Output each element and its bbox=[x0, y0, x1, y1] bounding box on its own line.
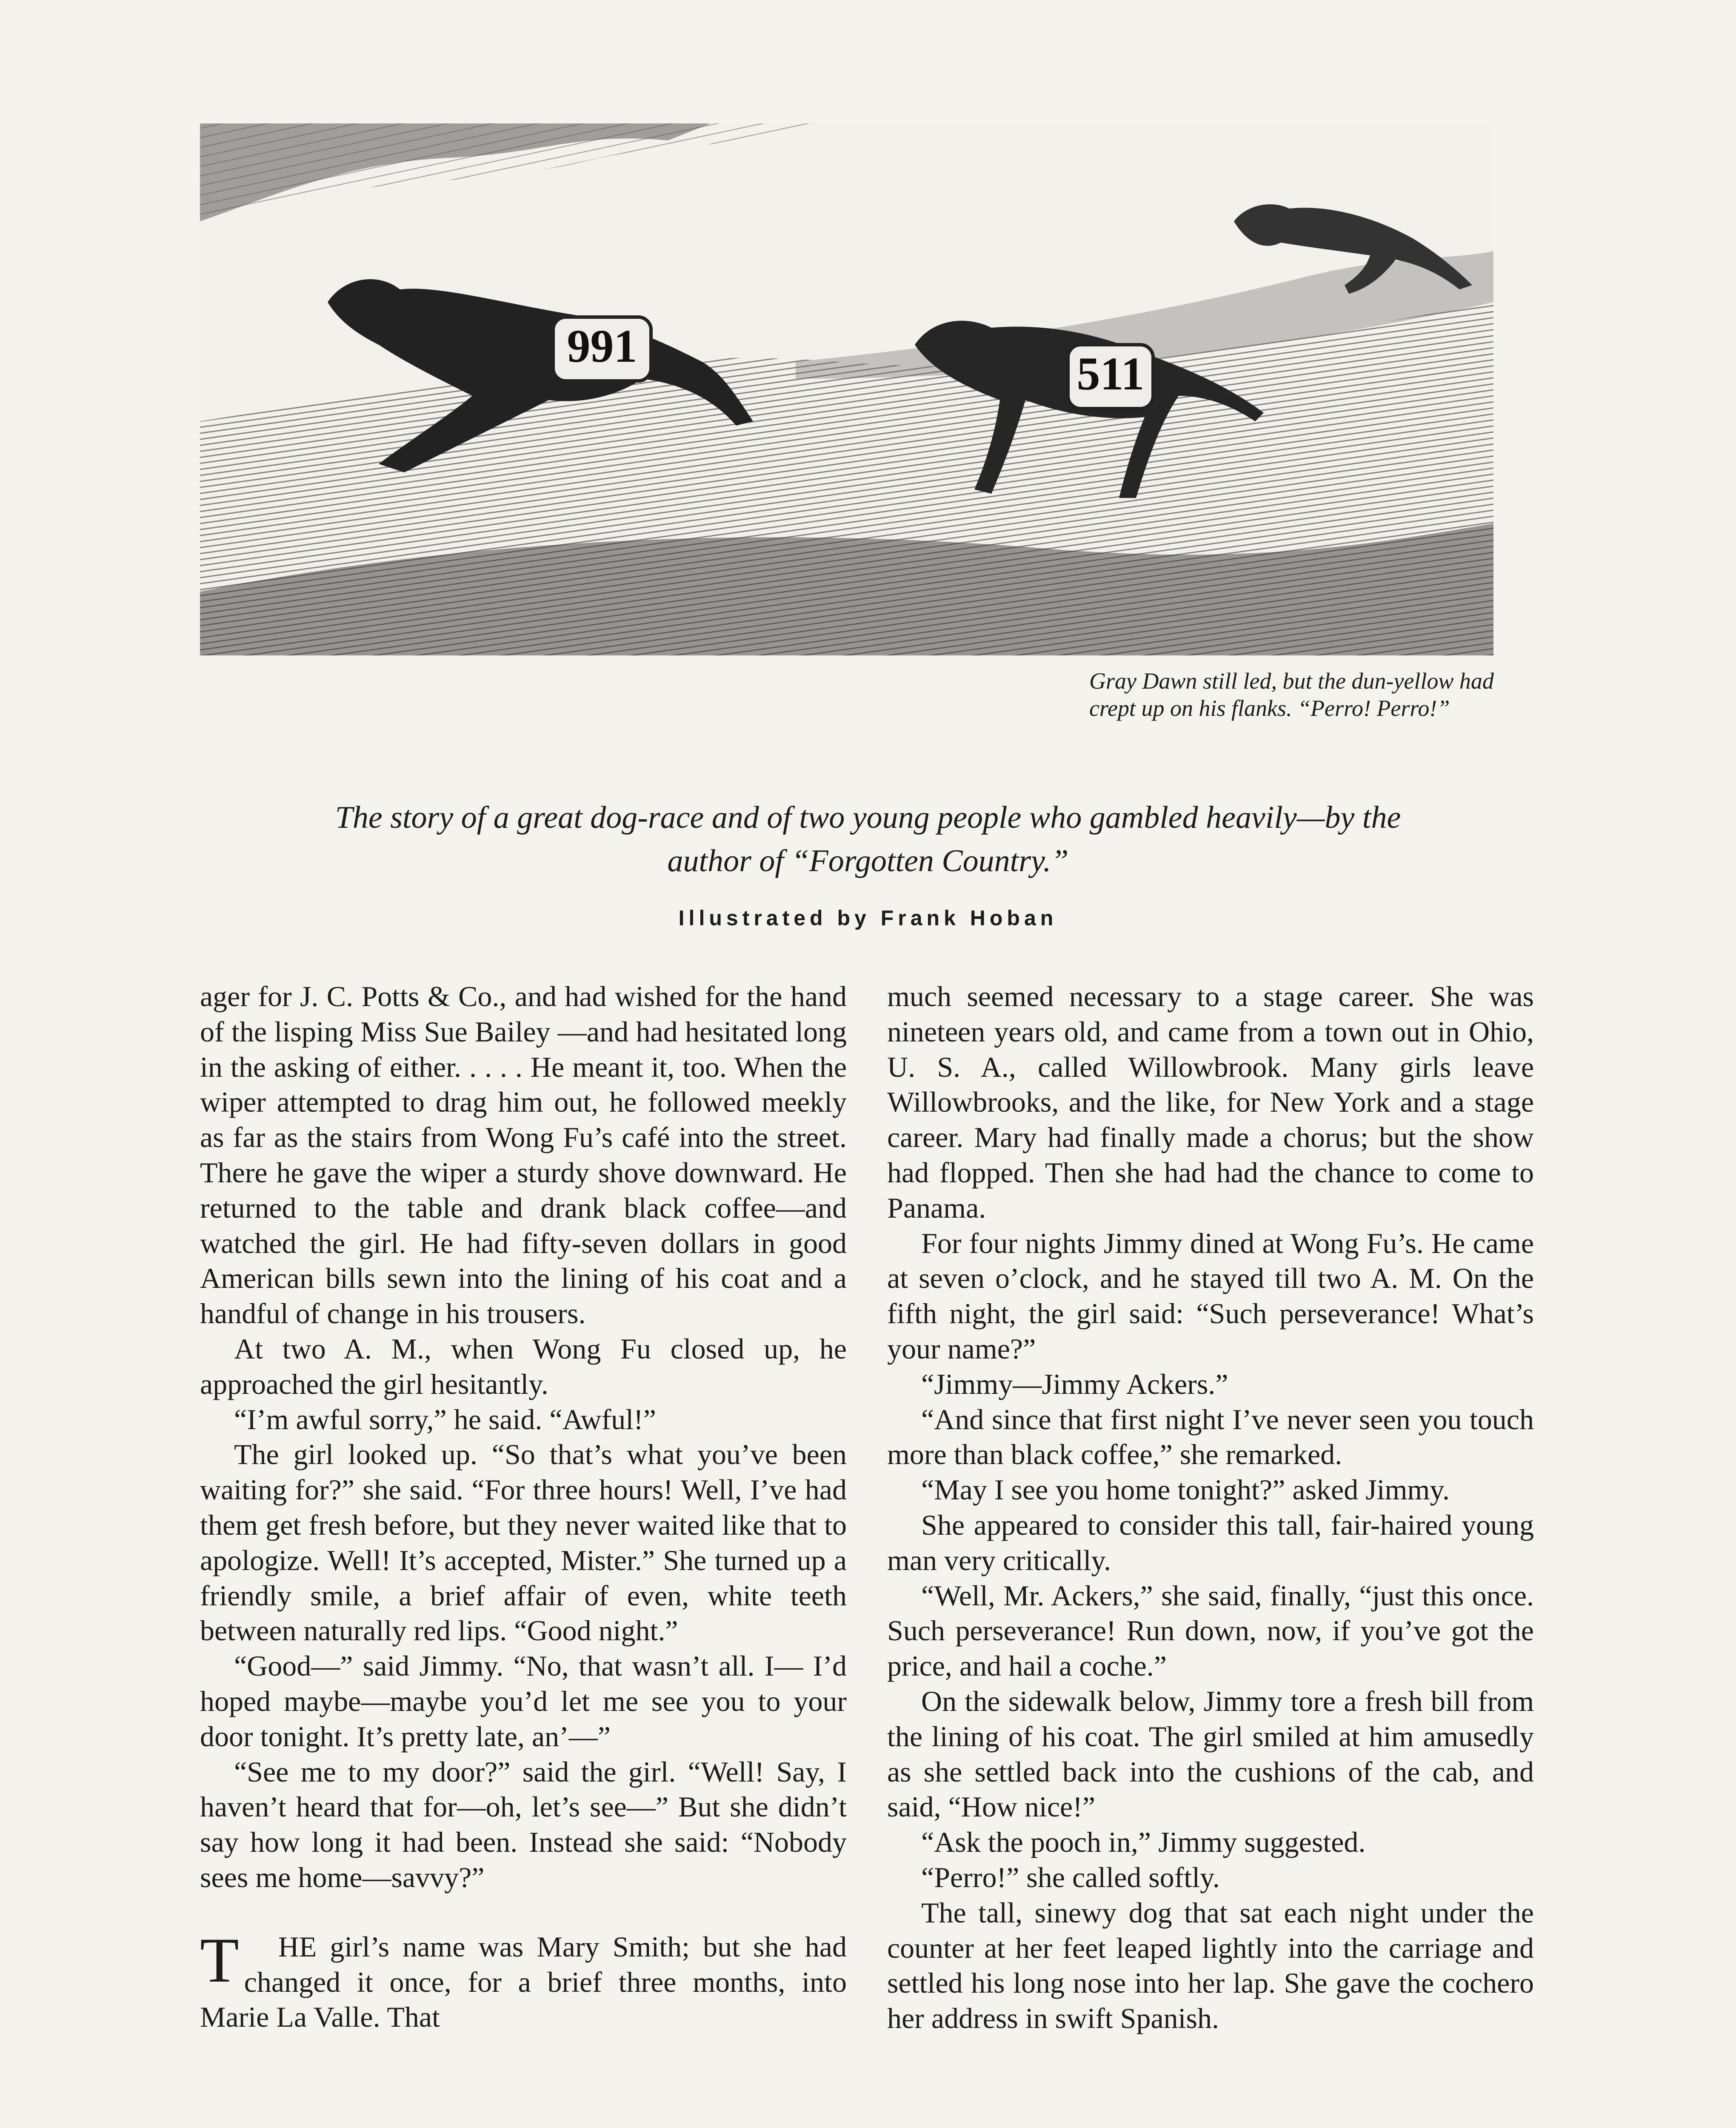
left-column bbox=[200, 979, 847, 2035]
illustrator-credit: Illustrated by Frank Hoban bbox=[678, 906, 1058, 930]
paragraph: For four nights Jimmy dined at Wong Fu’s. He came at seven o’clock, and he stayed till two A. M. On the fifth night, the girl said: “Such perseverance! What’s your name?” bbox=[887, 1227, 1534, 1365]
paragraph: ager for J. C. Potts & Co., and had wished for the hand of the lisping Miss Sue Bailey —and had hesitated long in the asking of either. . . . . He meant it, too. When the wiper attempted to drag him out, he followed meekly as far as the stairs from Wong Fu’s café into the street. There he gave the wiper a sturdy shove downward. He returned to the table and drank black coffee—and watched the girl. He had fifty-seven dollars in good American bills sewn into the lining of his coat and a handful of change in his trousers. bbox=[200, 980, 847, 1330]
paragraph: At two A. M., when Wong Fu closed up, he approached the girl hesitantly. bbox=[200, 1332, 847, 1400]
paragraph: “Jimmy—Jimmy Ackers.” bbox=[921, 1367, 1228, 1400]
bib-number-leader: 991 bbox=[567, 320, 637, 372]
story-subtitle: The story of a great dog-race and of two young people who gambled heavily—by the author of “Forgotten Country.” bbox=[335, 800, 1401, 878]
paragraph: “See me to my door?” said the girl. “Well! Say, I haven’t heard that for—oh, let’s see—” But she didn’t say how long it had been. Instead she said: “Nobody sees me home—savvy?” bbox=[200, 1755, 847, 1893]
paragraph: She appeared to consider this tall, fair-haired young man very critically. bbox=[887, 1508, 1534, 1576]
paragraph: On the sidewalk below, Jimmy tore a fresh bill from the lining of his coat. The girl smiled at him amusedly as she settled back into the cushions of the cab, and said, “How nice!” bbox=[887, 1685, 1534, 1823]
race-illustration bbox=[200, 123, 1493, 655]
paragraph: “Good—” said Jimmy. “No, that wasn’t all. I— I’d hoped maybe—maybe you’d let me see you to your door tonight. It’s pretty late, an’—” bbox=[200, 1650, 847, 1753]
paragraph: “I’m awful sorry,” he said. “Awful!” bbox=[234, 1403, 656, 1436]
section-opening-paragraph bbox=[200, 1925, 847, 2035]
paragraph: “Perro!” she called softly. bbox=[921, 1861, 1220, 1893]
section-opening-text: HE girl’s name was Mary Smith; but she had changed it once, for a brief three months, into Marie La Valle. That bbox=[200, 1930, 847, 2034]
bib-number-middle: 511 bbox=[1076, 348, 1145, 400]
paragraph: “Well, Mr. Ackers,” she said, finally, “just this once. Such perseverance! Run down, now, if you’ve got the price, and hail a coche.” bbox=[887, 1579, 1534, 1682]
paragraph: “Ask the pooch in,” Jimmy suggested. bbox=[921, 1826, 1366, 1859]
drop-cap: T bbox=[200, 1925, 239, 1996]
paragraph: The tall, sinewy dog that sat each night under the counter at her feet leaped lightly into the carriage and settled his long nose into her lap. She gave the cochero her address in swift Spanish. bbox=[887, 1896, 1534, 2035]
greyhound-race-drawing bbox=[200, 123, 1493, 655]
paragraph: The girl looked up. “So that’s what you’ve been waiting for?” she said. “For three hours! Well, I’ve had them get fresh before, but they never waited like that to apologize. Well! It’s accepted, Mister.” She turned up a friendly smile, a brief affair of even, white teeth between naturally red lips. “Good night.” bbox=[200, 1438, 847, 1647]
illustration-caption: Gray Dawn still led, but the dun-yellow had crept up on his flanks. “Perro! Perro!” bbox=[1089, 668, 1494, 721]
right-column bbox=[887, 979, 1534, 2036]
paragraph: “May I see you home tonight?” asked Jimmy. bbox=[921, 1473, 1450, 1506]
paragraph: “And since that first night I’ve never seen you touch more than black coffee,” she remarked. bbox=[887, 1403, 1534, 1471]
paragraph: much seemed necessary to a stage career. She was nineteen years old, and came from a town out in Ohio, U. S. A., called Willowbrook. Many girls leave Willowbrooks, and the like, for New York and a stage career. Mary had finally made a chorus; but the show had flopped. Then she had had the chance to come to Panama. bbox=[887, 980, 1534, 1224]
